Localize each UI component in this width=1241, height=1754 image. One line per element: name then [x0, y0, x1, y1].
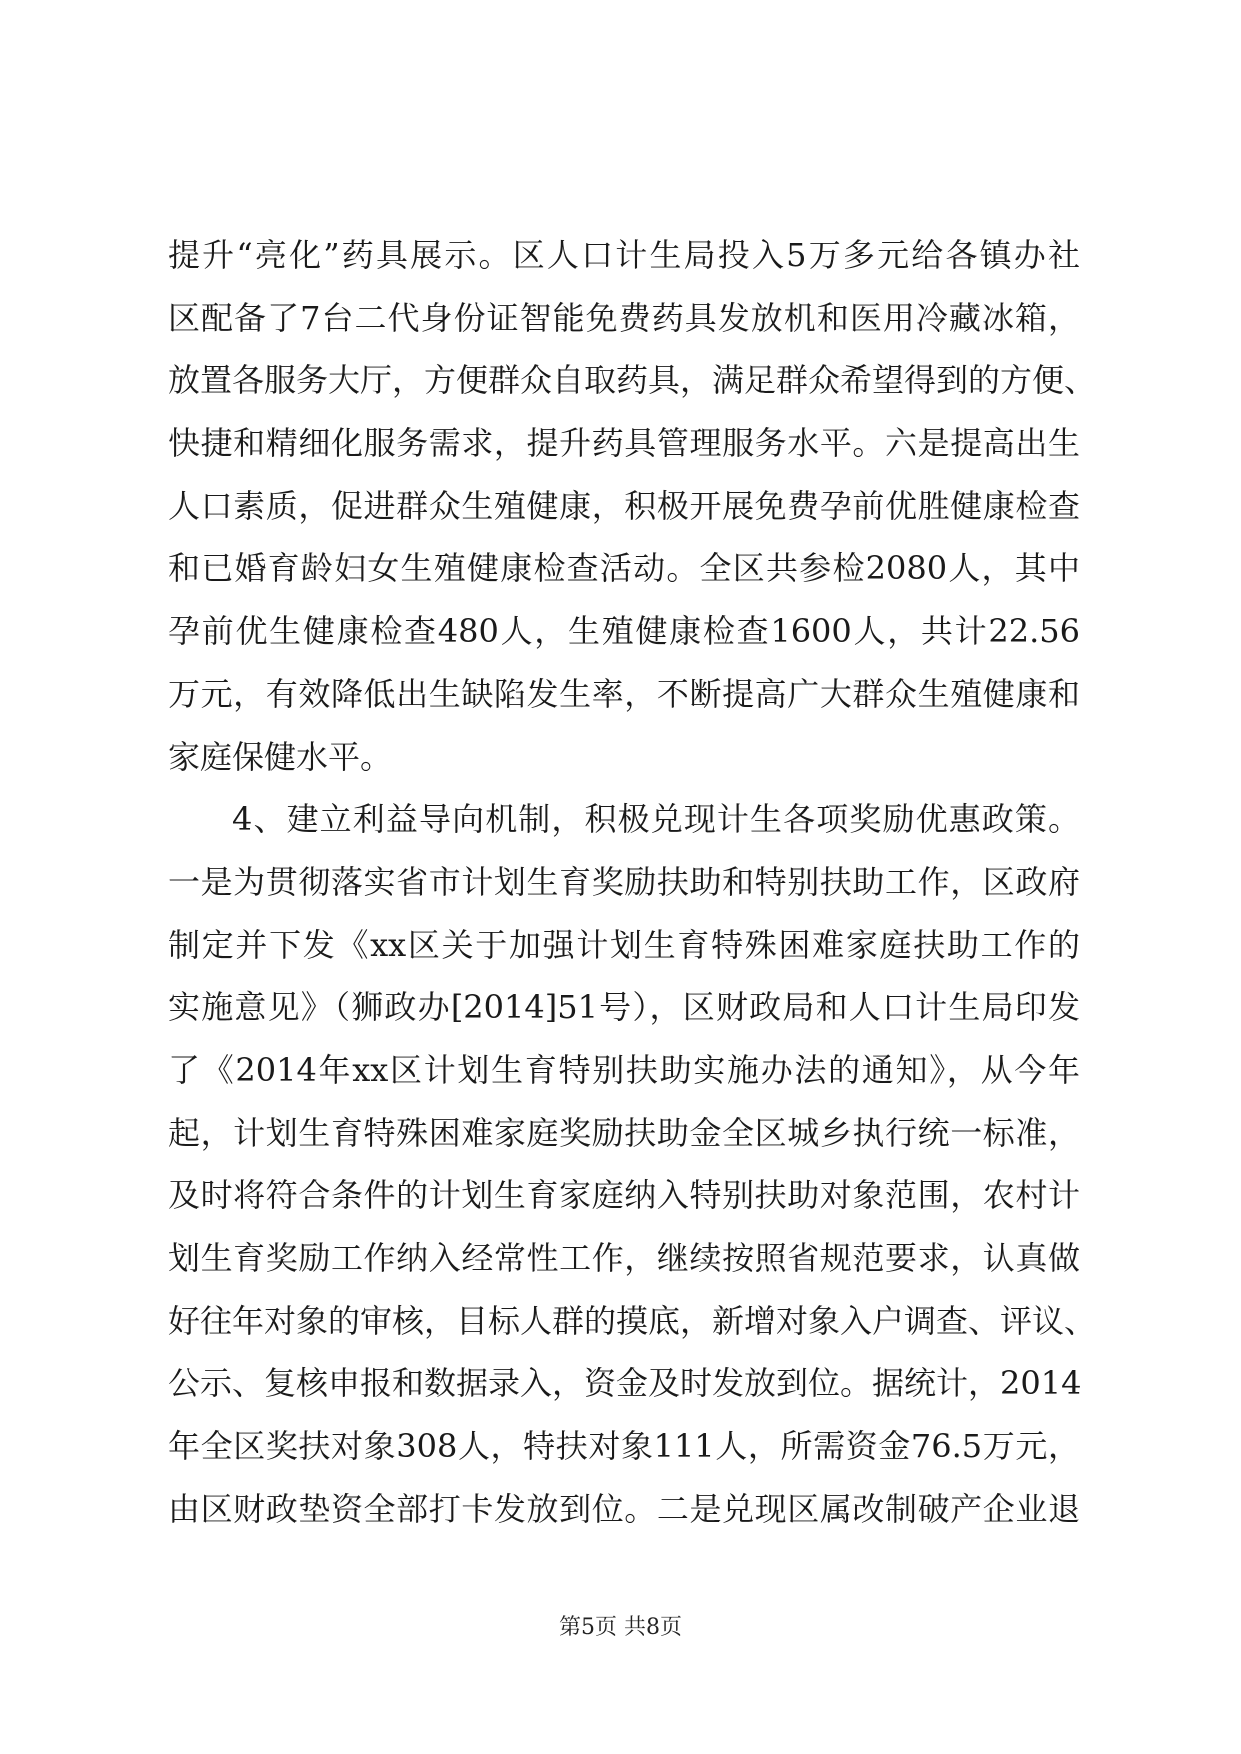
- text-line: 和已婚育龄妇女生殖健康检查活动。全区共参检2080人，其中: [168, 549, 1080, 588]
- text-line: 万元，有效降低出生缺陷发生率，不断提高广大群众生殖健康和: [168, 674, 1080, 713]
- page-footer: 第5页 共8页: [559, 1615, 682, 1640]
- text-line: 由区财政垫资全部打卡发放到位。二是兑现区属改制破产企业退: [168, 1489, 1080, 1528]
- text-line: 快捷和精细化服务需求，提升药具管理服务水平。六是提高出生: [168, 424, 1080, 463]
- text-line: 划生育奖励工作纳入经常性工作，继续按照省规范要求，认真做: [168, 1239, 1080, 1277]
- text-line: 好往年对象的审核，目标人群的摸底，新增对象入户调查、评议、: [168, 1301, 1097, 1340]
- text-line: 起，计划生育特殊困难家庭奖励扶助金全区城乡执行统一标准，: [168, 1113, 1080, 1152]
- text-line: 年全区奖扶对象308人，特扶对象111人，所需资金76.5万元，: [168, 1427, 1080, 1466]
- section-heading-line: 4、建立利益导向机制，积极兑现计生各项奖励优惠政策。: [232, 800, 1080, 839]
- text-line: 制定并下发《xx区关于加强计划生育特殊困难家庭扶助工作的: [168, 925, 1080, 964]
- text-line: 提升“亮化”药具展示。区人口计生局投入5万多元给各镇办社: [168, 236, 1080, 274]
- text-line: 一是为贯彻落实省市计划生育奖励扶助和特别扶助工作，区政府: [168, 862, 1080, 901]
- text-line: 公示、复核申报和数据录入，资金及时发放到位。据统计，2014: [168, 1364, 1082, 1403]
- text-line: 放置各服务大厅，方便群众自取药具，满足群众希望得到的方便、: [168, 361, 1097, 400]
- text-line: 及时将符合条件的计划生育家庭纳入特别扶助对象范围，农村计: [168, 1176, 1080, 1215]
- text-line: 了《2014年xx区计划生育特别扶助实施办法的通知》，从今年: [168, 1050, 1080, 1089]
- text-line: 孕前优生健康检查480人，生殖健康检查1600人，共计22.56: [168, 612, 1080, 651]
- text-line: 区配备了7台二代身份证智能免费药具发放机和医用冷藏冰箱，: [168, 298, 1080, 337]
- text-line: 家庭保健水平。: [168, 737, 393, 776]
- text-line: 实施意见》（狮政办[2014]51号），区财政局和人口计生局印发: [168, 988, 1080, 1027]
- body-text: [168, 224, 1097, 1540]
- text-line: 人口素质，促进群众生殖健康，积极开展免费孕前优胜健康检查: [168, 486, 1080, 525]
